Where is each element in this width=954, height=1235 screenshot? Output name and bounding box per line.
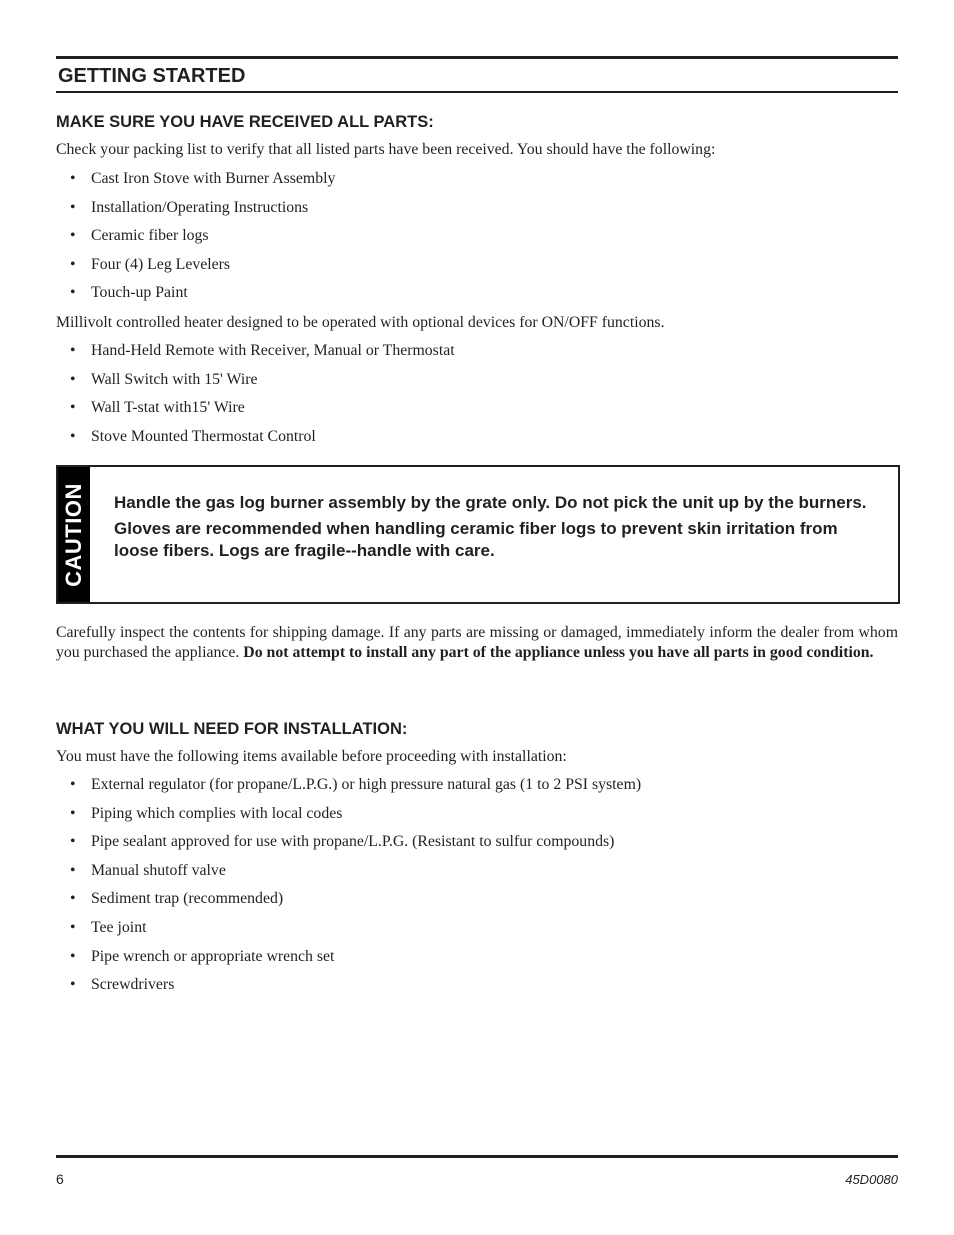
bullet-icon: • (70, 399, 76, 417)
bullet-icon: • (70, 170, 76, 187)
list-item: • Hand-Held Remote with Receiver, Manual or Thermostat (70, 340, 455, 369)
list-item: • Tee joint (70, 917, 641, 946)
caution-label: CAUTION (61, 482, 86, 587)
caution-line-1: Handle the gas log burner assembly by the grate only. Do not pick the unit up by the burners. (114, 493, 867, 512)
section-title: GETTING STARTED (58, 65, 246, 87)
bullet-icon: • (70, 918, 76, 936)
bullet-icon: • (70, 198, 76, 216)
list-item: • Wall T-stat with15' Wire (70, 397, 455, 426)
list-item: • Ceramic fiber logs (70, 225, 335, 254)
parts-heading: MAKE SURE YOU HAVE RECEIVED ALL PARTS: (56, 113, 434, 131)
list-item: • Sediment trap (recommended) (70, 888, 641, 917)
list-item: • Cast Iron Stove with Burner Assembly (70, 168, 335, 197)
caution-text (114, 492, 876, 566)
optional-devices-list (70, 340, 455, 454)
install-heading: WHAT YOU WILL NEED FOR INSTALLATION: (56, 720, 408, 738)
inspect-warning: Do not attempt to install any part of the appliance unless you have all parts in good condition. (243, 644, 874, 661)
list-item: • Piping which complies with local codes (70, 803, 641, 832)
list-item: • External regulator (for propane/L.P.G.) or high pressure natural gas (1 to 2 PSI system) (70, 774, 641, 803)
caution-tab (58, 467, 90, 602)
bullet-icon: • (70, 370, 76, 388)
list-item: • Touch-up Paint (70, 282, 335, 311)
millivolt-text: Millivolt controlled heater designed to be operated with optional devices for ON/OFF functions. (56, 314, 665, 331)
inspect-text: Carefully inspect the contents for shipping damage. If any parts are missing or damaged, immediately inform the dealer from whom you purchased the appliance. (56, 624, 898, 661)
bullet-icon: • (70, 947, 76, 965)
footer-rule (56, 1155, 898, 1158)
page-number: 6 (56, 1171, 64, 1187)
install-intro: You must have the following items available before proceeding with installation: (56, 748, 567, 765)
bullet-icon: • (70, 255, 76, 273)
bullet-icon: • (70, 861, 76, 879)
caution-box (56, 465, 900, 604)
bullet-icon: • (70, 427, 76, 445)
bullet-icon: • (70, 890, 76, 908)
inspect-paragraph (56, 623, 898, 663)
top-rule (56, 56, 898, 59)
list-item: • Installation/Operating Instructions (70, 197, 335, 226)
title-underline (56, 91, 898, 93)
bullet-icon: • (70, 776, 76, 793)
list-item: • Four (4) Leg Levelers (70, 254, 335, 283)
document-code: 45D0080 (845, 1172, 898, 1187)
list-item: • Pipe wrench or appropriate wrench set (70, 946, 641, 975)
list-item: • Stove Mounted Thermostat Control (70, 426, 455, 455)
bullet-icon: • (70, 804, 76, 822)
bullet-icon: • (70, 284, 76, 302)
list-item: • Pipe sealant approved for use with propane/L.P.G. (Resistant to sulfur compounds) (70, 831, 641, 860)
bullet-icon: • (70, 227, 76, 245)
parts-list (70, 168, 335, 311)
list-item: • Manual shutoff valve (70, 860, 641, 889)
list-item: • Wall Switch with 15' Wire (70, 369, 455, 398)
caution-line-2: Gloves are recommended when handling ceramic fiber logs to prevent skin irritation from loose fibers. Logs are fragile--handle with care. (114, 519, 838, 560)
list-item: • Screwdrivers (70, 974, 641, 1003)
bullet-icon: • (70, 342, 76, 359)
install-list (70, 774, 641, 1003)
parts-intro: Check your packing list to verify that all listed parts have been received. You should have the following: (56, 141, 716, 158)
bullet-icon: • (70, 976, 76, 994)
bullet-icon: • (70, 833, 76, 851)
